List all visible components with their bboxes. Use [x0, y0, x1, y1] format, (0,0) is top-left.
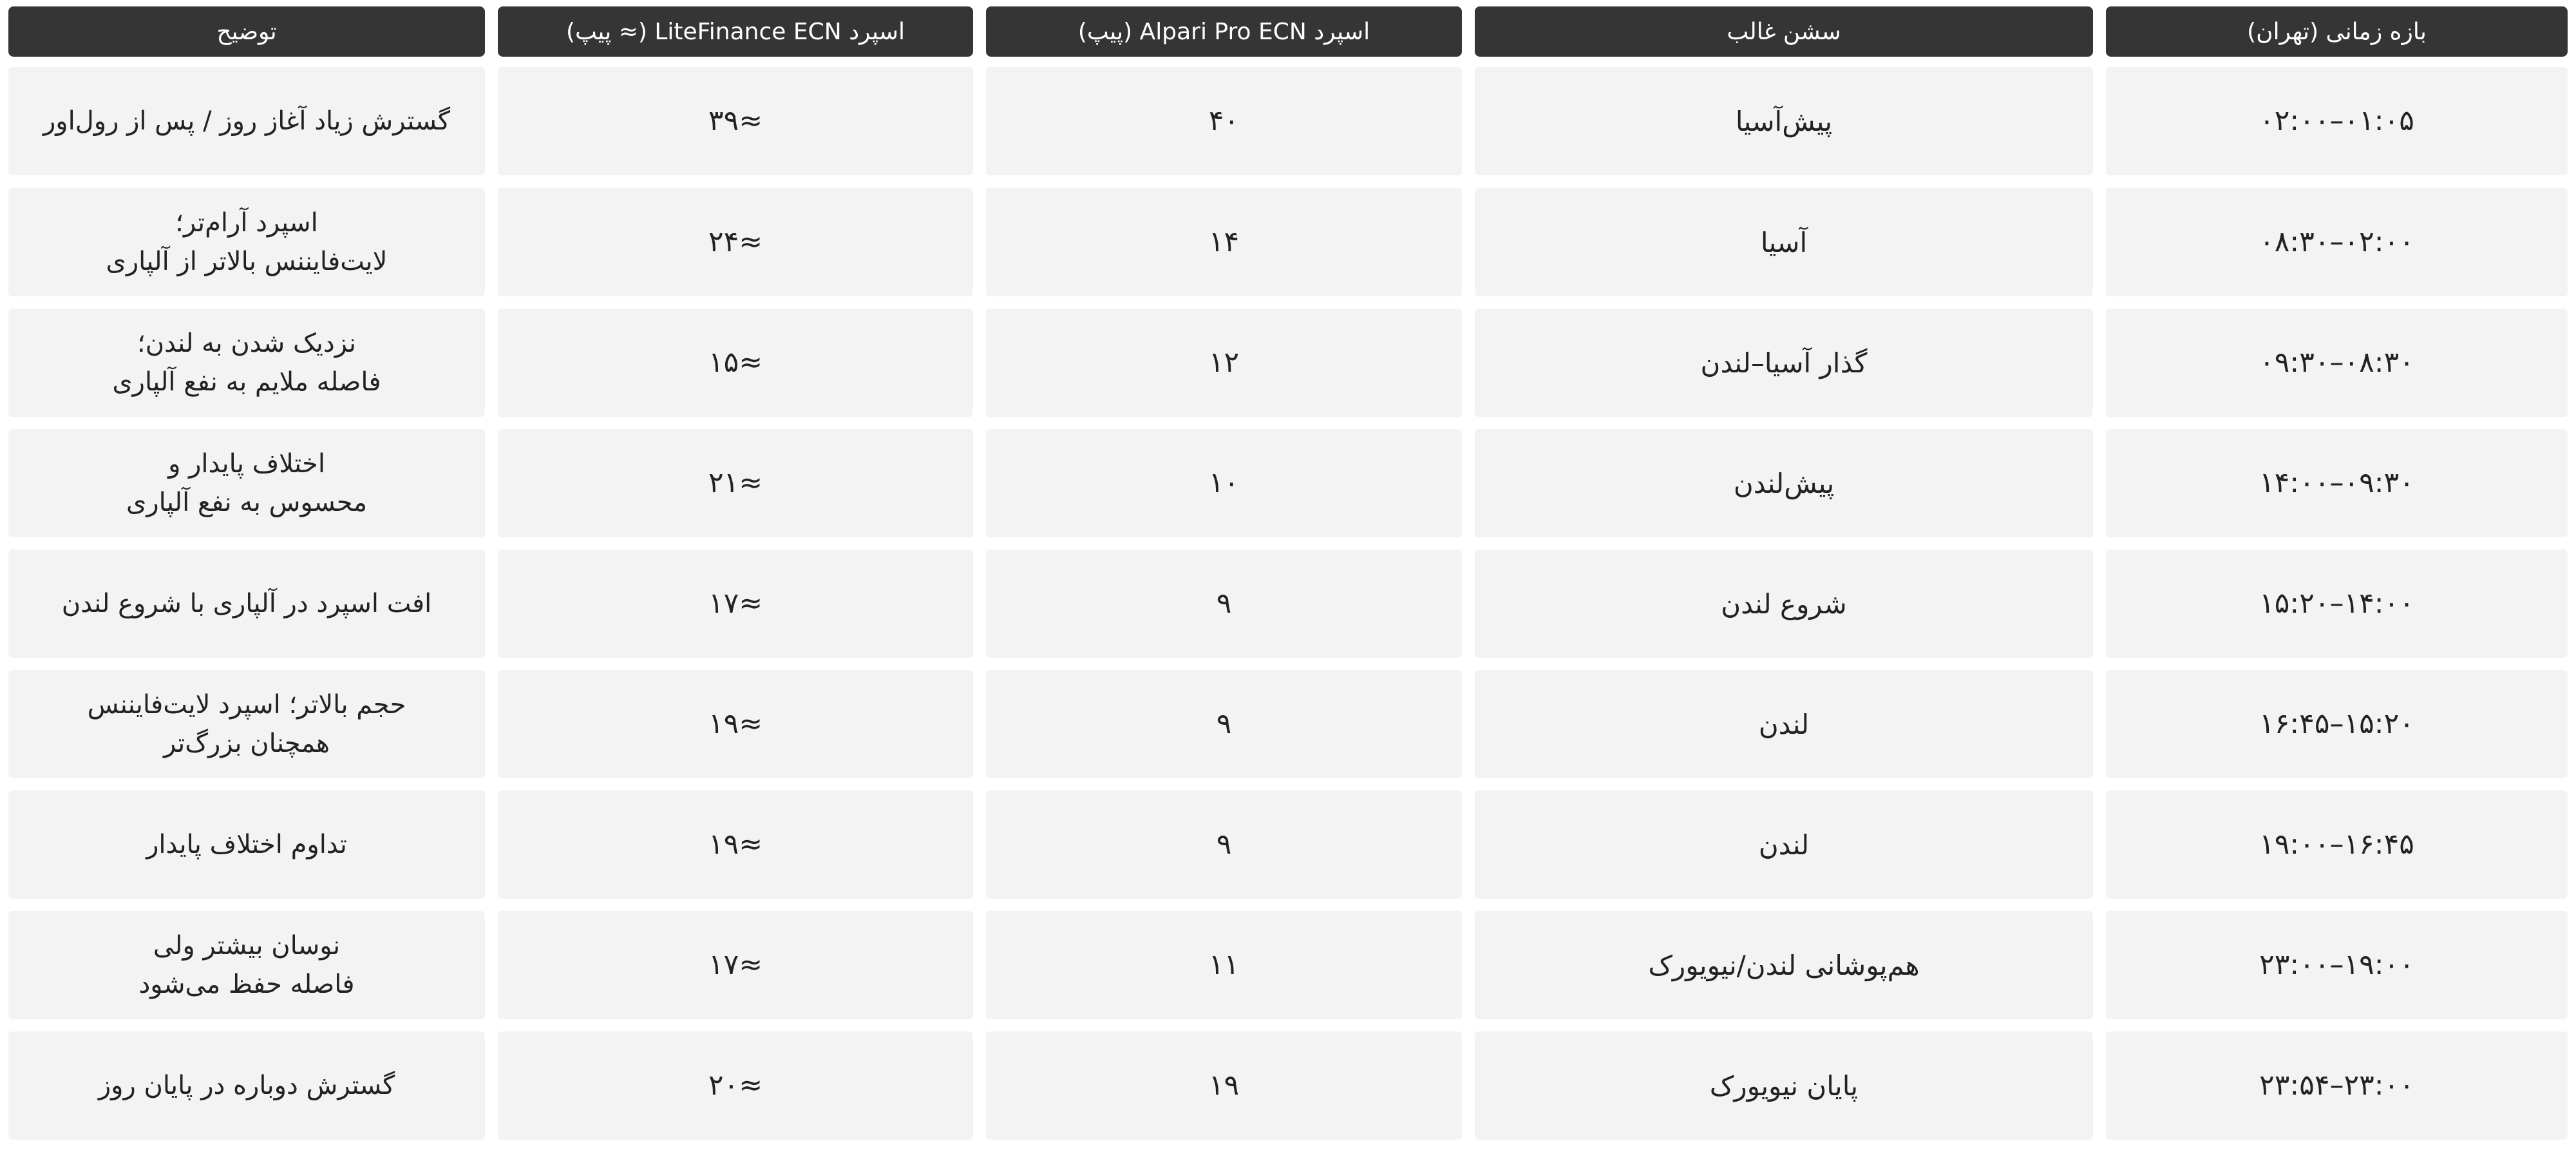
session-cell: هم‌پوشانی لندن/نیویورک: [1475, 911, 2093, 1019]
description-cell: [8, 67, 485, 175]
time-cell: ۲۳:۰۰–۲۳:۵۴: [2106, 1031, 2568, 1140]
table-row: [0, 911, 2576, 1019]
description-text: تداوم اختلاف پایدار: [146, 830, 347, 859]
description-text: اسپرد آرام‌تر؛ لایت‌فایننس بالاتر از آلپاری: [106, 208, 388, 276]
alpari-spread-cell: ۱۰: [986, 429, 1462, 537]
description-cell: [8, 1031, 485, 1140]
alpari-spread-cell: ۱۴: [986, 188, 1462, 296]
litefinance-spread-cell: ≈۱۵: [498, 309, 973, 417]
table-row: [0, 429, 2576, 537]
session-cell: پیش‌لندن: [1475, 429, 2093, 537]
litefinance-spread-cell: ≈۱۹: [498, 791, 973, 899]
description-cell: [8, 309, 485, 417]
description-cell: [8, 550, 485, 658]
table-row: [0, 67, 2576, 175]
time-cell: ۱۵:۲۰–۱۶:۴۵: [2106, 670, 2568, 778]
table-row: [0, 550, 2576, 658]
session-cell: پایان نیویورک: [1475, 1031, 2093, 1140]
litefinance-spread-cell: ≈۱۷: [498, 911, 973, 1019]
time-cell: ۰۱:۰۵–۰۲:۰۰: [2106, 67, 2568, 175]
header-litefinance-spread: اسپرد LiteFinance ECN (≈ پیپ): [498, 6, 973, 57]
litefinance-spread-cell: ≈۲۰: [498, 1031, 973, 1140]
description-cell: [8, 911, 485, 1019]
alpari-spread-cell: ۹: [986, 791, 1462, 899]
table-header: [0, 6, 2576, 57]
table-row: [0, 670, 2576, 778]
description-cell: [8, 670, 485, 778]
description-text: افت اسپرد در آلپاری با شروع لندن: [61, 589, 432, 618]
litefinance-spread-cell: ≈۱۹: [498, 670, 973, 778]
table-row: [0, 791, 2576, 899]
session-cell: شروع لندن: [1475, 550, 2093, 658]
table-row: [0, 188, 2576, 296]
session-cell: پیش‌آسیا: [1475, 67, 2093, 175]
description-text: حجم بالاتر؛ اسپرد لایت‌فایننس همچنان بزرگ‌تر: [87, 690, 406, 758]
alpari-spread-cell: ۱۱: [986, 911, 1462, 1019]
session-cell: لندن: [1475, 791, 2093, 899]
time-cell: ۰۲:۰۰–۰۸:۳۰: [2106, 188, 2568, 296]
header-session: سشن غالب: [1475, 6, 2093, 57]
session-cell: آسیا: [1475, 188, 2093, 296]
header-alpari-spread: اسپرد Alpari Pro ECN (پیپ): [986, 6, 1462, 57]
session-cell: لندن: [1475, 670, 2093, 778]
description-text: اختلاف پایدار و محسوس به نفع آلپاری: [126, 449, 367, 517]
description-text: نزدیک شدن به لندن؛ فاصله ملایم به نفع آلپاری: [112, 329, 381, 397]
time-cell: ۱۴:۰۰–۱۵:۲۰: [2106, 550, 2568, 658]
litefinance-spread-cell: ≈۲۱: [498, 429, 973, 537]
table-row: [0, 1031, 2576, 1140]
description-cell: [8, 429, 485, 537]
time-cell: ۱۹:۰۰–۲۳:۰۰: [2106, 911, 2568, 1019]
header-time: بازه زمانی (تهران): [2106, 6, 2568, 57]
description-text: گسترش زیاد آغاز روز / پس از رول‌اور: [43, 106, 451, 136]
header-description: توضیح: [8, 6, 485, 57]
description-cell: [8, 791, 485, 899]
table-row: [0, 309, 2576, 417]
litefinance-spread-cell: ≈۲۴: [498, 188, 973, 296]
description-cell: [8, 188, 485, 296]
time-cell: ۱۶:۴۵–۱۹:۰۰: [2106, 791, 2568, 899]
alpari-spread-cell: ۱۹: [986, 1031, 1462, 1140]
litefinance-spread-cell: ≈۱۷: [498, 550, 973, 658]
alpari-spread-cell: ۱۲: [986, 309, 1462, 417]
alpari-spread-cell: ۹: [986, 550, 1462, 658]
description-text: گسترش دوباره در پایان روز: [98, 1071, 395, 1100]
description-text: نوسان بیشتر ولی فاصله حفظ می‌شود: [138, 931, 355, 999]
litefinance-spread-cell: ≈۳۹: [498, 67, 973, 175]
alpari-spread-cell: ۴۰: [986, 67, 1462, 175]
alpari-spread-cell: ۹: [986, 670, 1462, 778]
time-cell: ۰۸:۳۰–۰۹:۳۰: [2106, 309, 2568, 417]
time-cell: ۰۹:۳۰–۱۴:۰۰: [2106, 429, 2568, 537]
session-cell: گذار آسیا–لندن: [1475, 309, 2093, 417]
